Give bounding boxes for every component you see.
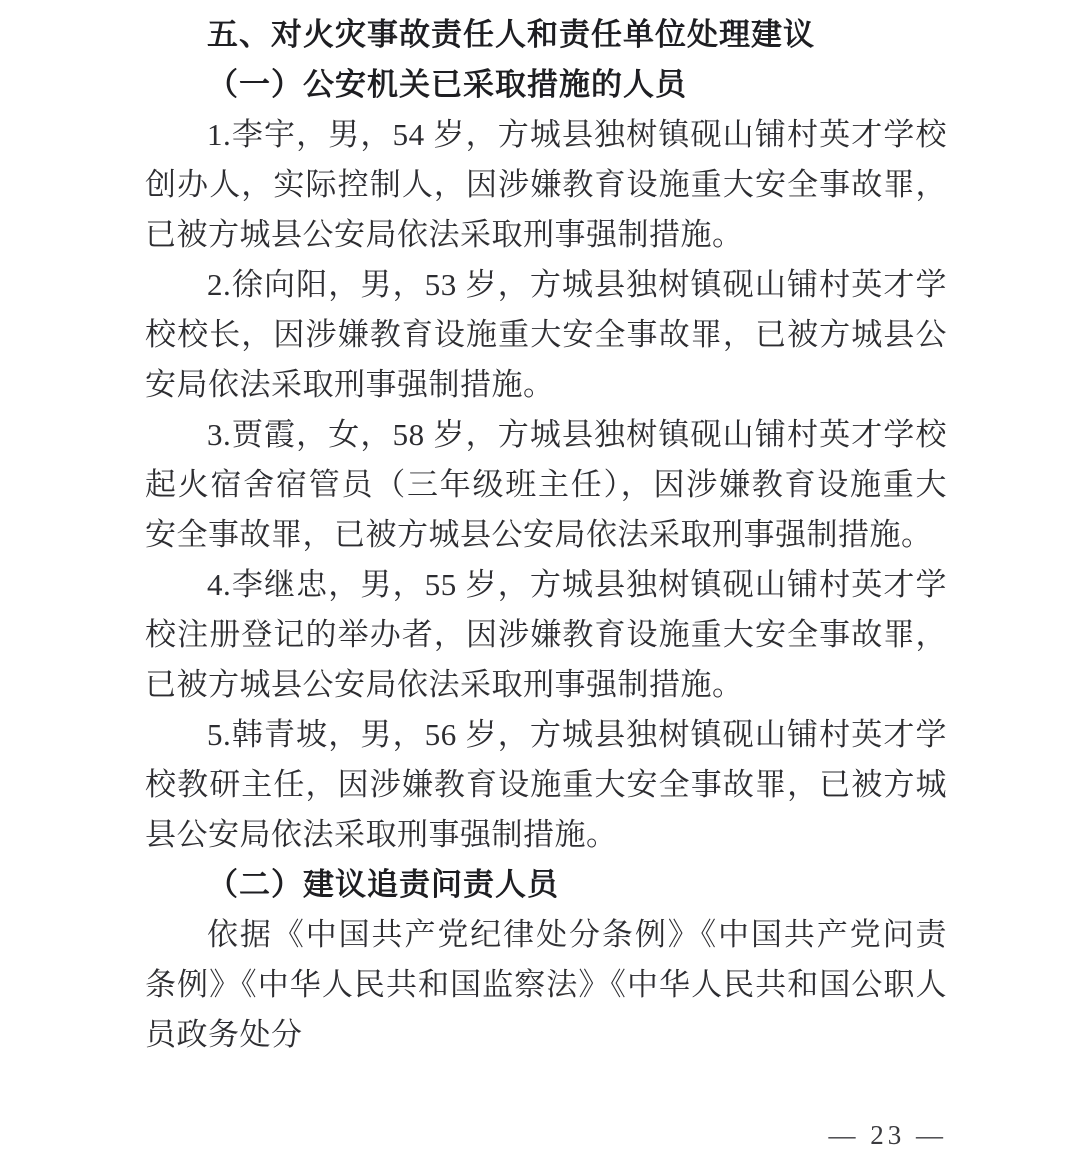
paragraph-person-4: 4.李继忠，男，55 岁，方城县独树镇砚山铺村英才学校注册登记的举办者，因涉嫌教育设施重大安全事故罪，已被方城县公安局依法采取刑事强制措施。 [145, 567, 947, 702]
section-heading: 五、对火灾事故责任人和责任单位处理建议 [207, 17, 815, 52]
subsection-1-heading: （一）公安机关已采取措施的人员 [207, 67, 687, 102]
paragraph-person-1: 1.李宇，男，54 岁，方城县独树镇砚山铺村英才学校创办人，实际控制人，因涉嫌教育设施重大安全事故罪，已被方城县公安局依法采取刑事强制措施。 [145, 117, 947, 252]
paragraph-person-3: 3.贾霞，女，58 岁，方城县独树镇砚山铺村英才学校起火宿舍宿管员（三年级班主任），因涉嫌教育设施重大安全事故罪，已被方城县公安局依法采取刑事强制措施。 [145, 417, 947, 552]
paragraph-legal-basis: 依据《中国共产党纪律处分条例》《中国共产党问责条例》《中华人民共和国监察法》《中华人民共和国公职人员政务处分 [145, 917, 947, 1052]
paragraph-person-5: 5.韩青坡，男，56 岁，方城县独树镇砚山铺村英才学校教研主任，因涉嫌教育设施重大安全事故罪，已被方城县公安局依法采取刑事强制措施。 [145, 717, 947, 852]
page-number: — 23 — [828, 1120, 947, 1150]
subsection-2-heading: （二）建议追责问责人员 [207, 867, 559, 902]
paragraph-person-2: 2.徐向阳，男，53 岁，方城县独树镇砚山铺村英才学校校长，因涉嫌教育设施重大安全事故罪，已被方城县公安局依法采取刑事强制措施。 [145, 267, 947, 402]
